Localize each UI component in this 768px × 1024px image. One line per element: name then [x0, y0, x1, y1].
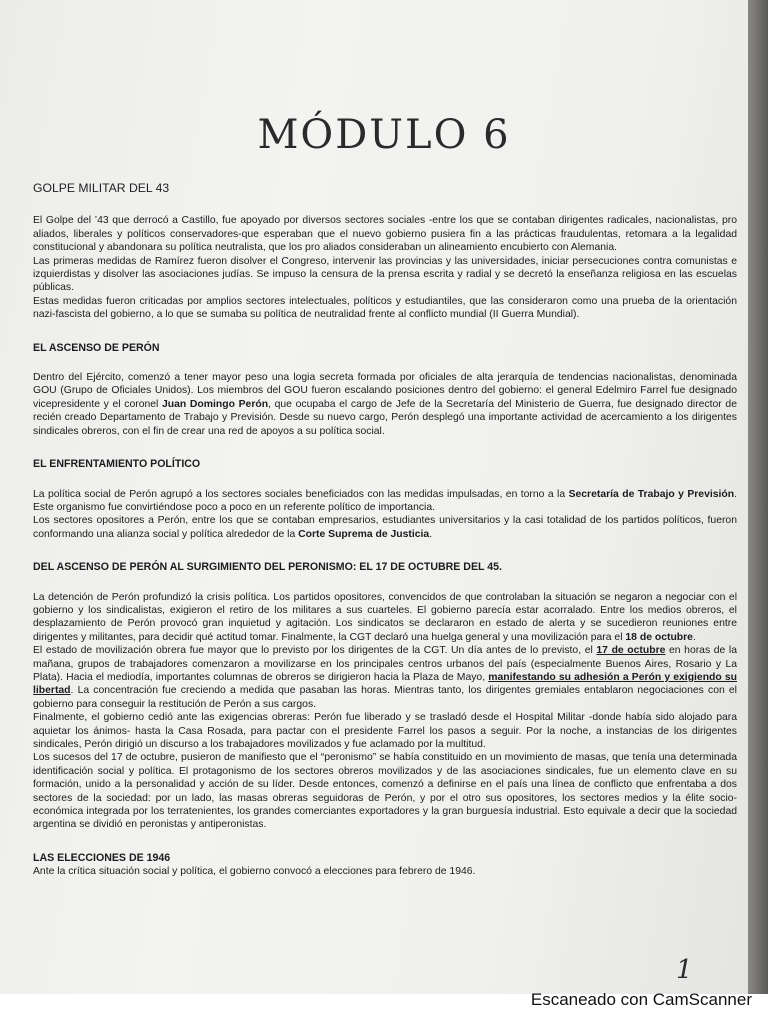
bold-text: 17 de octubre	[596, 645, 666, 657]
paragraph	[33, 371, 737, 438]
text-run: Los sectores opositores a Perón, entre los que se contaban empresarios, estudiantes universitarios y la casi totalidad de los partidos políticos, fueron conformando una alianza social y política alrededor de la	[33, 515, 737, 540]
text-run: El estado de movilización obrera fue mayor que lo previsto por los dirigentes de la CGT. Un día antes de lo previsto, el	[33, 645, 597, 657]
paragraph: El Golpe del ’43 que derrocó a Castillo, fue apoyado por diversos sectores sociales -entre los que se contaban dirigentes radicales, nacionalistas, pro aliados, liberales y políticos conservadores-que esperaban que el nuevo gobierno pusiera fin a las prácticas fraudulentas, retomara a la legalidad constitucional y abandonara su política neutralista, que los pro aliados consideraban un alineamiento encubierto con Alemania.	[33, 215, 737, 254]
paragraph: Estas medidas fueron criticadas por amplios sectores intelectuales, políticos y estudiantiles, que las consideraron como una prueba de la orientación nazi-fascista del gobierno, a lo que se sumaba su política de neutralidad frente al conflicto mundial (II Guerra Mundial).	[33, 295, 737, 321]
text-run: , que ocupaba el cargo de Jefe de la Secretaría del Ministerio de Guerra, fue designado director de recién creado Departamento de Trabajo y Previsión. Desde su nuevo cargo, Perón desplegó una importante actividad de acercamiento a los dirigentes sindicales obreros, con el fin de crear una red de apoyos a su política social.	[33, 398, 737, 437]
heading-golpe-militar: GOLPE MILITAR DEL 43	[33, 181, 170, 195]
paragraph	[33, 591, 737, 645]
heading-elecciones-1946: LAS ELECCIONES DE 1946	[33, 851, 171, 864]
heading-enfrentamiento: EL ENFRENTAMIENTO POLÍTICO	[33, 458, 201, 471]
paragraph: Finalmente, el gobierno cedió ante las exigencias obreras: Perón fue liberado y se trasladó desde el Hospital Militar -donde había sido alojado para aquietar los ánimos- hasta la Casa Rosada, para pactar con el presidente Farrel los pasos a seguir. Por la noche, a instancias de los dirigentes sindicales, Perón dirigió un discurso a los trabajadores movilizados y fue aclamado por la multitud.	[33, 712, 737, 750]
bold-text: Corte Suprema de Justicia	[298, 528, 430, 540]
paragraph	[33, 488, 737, 515]
text-run: en horas de la mañana, grupos de trabajadores comenzaron a movilizarse en los principales centros urbanos del país (especialmente Buenos Aires, Rosario y La Plata). Hacia el mediodía, importantes columnas de obreros se dirigieron hacia la Plaza de Mayo,	[33, 645, 738, 683]
text-run: La detención de Perón profundizó la crisis política. Los partidos opositores, convencidos de que controlaban la situación se negaron a negociar con el gobierno y los sindicalistas, exigieron el retiro de los militares a sus cuarteles. El gobierno parecía estar acorralado. Entre los medios obreros, el desplazamiento de Perón provocó gran inquietud y agitación. Los sindicatos se declararon en estado de alerta y se sucedieron reuniones entre dirigentes y militantes, para decidir qué actitud tomar. Finalmente, la CGT declaró una huelga general y una movilización para el	[33, 591, 737, 643]
page-edge-shadow	[748, 0, 768, 994]
heading-17-octubre: DEL ASCENSO DE PERÓN AL SURGIMIENTO DEL PERONISMO: EL 17 DE OCTUBRE DEL 45.	[33, 561, 502, 574]
text-run: La política social de Perón agrupó a los sectores sociales beneficiados con las medidas impulsadas, en torno a la	[33, 488, 569, 500]
bold-text: manifestando su adhesión a Perón y exigiendo su libertad	[33, 671, 738, 697]
paragraph	[33, 514, 737, 541]
paragraph: Ante la crítica situación social y política, el gobierno convocó a elecciones para febrero de 1946.	[33, 866, 476, 878]
text-run: . Este organismo fue convirtiéndose poco a poco en un referente político de importancia.	[33, 488, 737, 513]
text-run: Dentro del Ejército, comenzó a tener mayor peso una logia secreta formada por oficiales de alta jerarquía de tendencias nacionalistas, denominada GOU (Grupo de Oficiales Unidos). Los miembros del GOU fueron escalando posiciones dentro del gobierno: el general Edelmiro Farrel fue designado vicepresidente y el coronel	[33, 372, 737, 410]
heading-ascenso-peron: EL ASCENSO DE PERÓN	[33, 341, 160, 354]
paragraph: Las primeras medidas de Ramírez fueron disolver el Congreso, intervenir las provincias y las universidades, iniciar persecuciones contra comunistas e izquierdistas y disolver las asociaciones judías. Se impuso la censura de la prensa escrita y radial y se decretó la enseñanza religiosa en las escuelas públicas.	[33, 255, 737, 294]
paragraph	[33, 644, 737, 711]
camscanner-watermark: Escaneado con CamScanner	[530, 990, 752, 1009]
paragraph: Los sucesos del 17 de octubre, pusieron de manifiesto que el “peronismo” se había constituido en un movimiento de masas, que tenía una determinada identificación social y política. El protagonismo de los sectores obreros movilizados y de las asociaciones sindicales, fue un elemento clave en su formación, unido a la personalidad y acción de su líder. Desde entonces, comenzó a definirse en el país una línea de conflicto que enfrentaba a dos sectores de la sociedad: por un lado, las masas obreras seguidoras de Perón, y por el otro sus opositores, los sectores medios y la élite socio-económica integrada por los terratenientes, los grandes comerciantes exportadores y la gran burguesía industrial. Esto equivale a decir que la sociedad argentina se dividió en peronistas y antiperonistas.	[33, 752, 737, 831]
document-body	[33, 182, 737, 879]
bold-text: Secretaría de Trabajo y Previsión	[568, 488, 735, 500]
text-run: .	[692, 631, 696, 643]
page-number: 1	[676, 955, 693, 985]
text-run: . La concentración fue creciendo a medida que pasaban las horas. Mientras tanto, los dirigentes gremiales entablaron negociaciones con el gobierno para conseguir la restitución de Perón a sus cargos.	[33, 685, 737, 710]
text-run: .	[429, 528, 433, 540]
bold-text: 18 de octubre	[625, 631, 693, 643]
bold-text: Juan Domingo Perón	[162, 398, 269, 410]
page-title: MÓDULO 6	[257, 112, 511, 158]
